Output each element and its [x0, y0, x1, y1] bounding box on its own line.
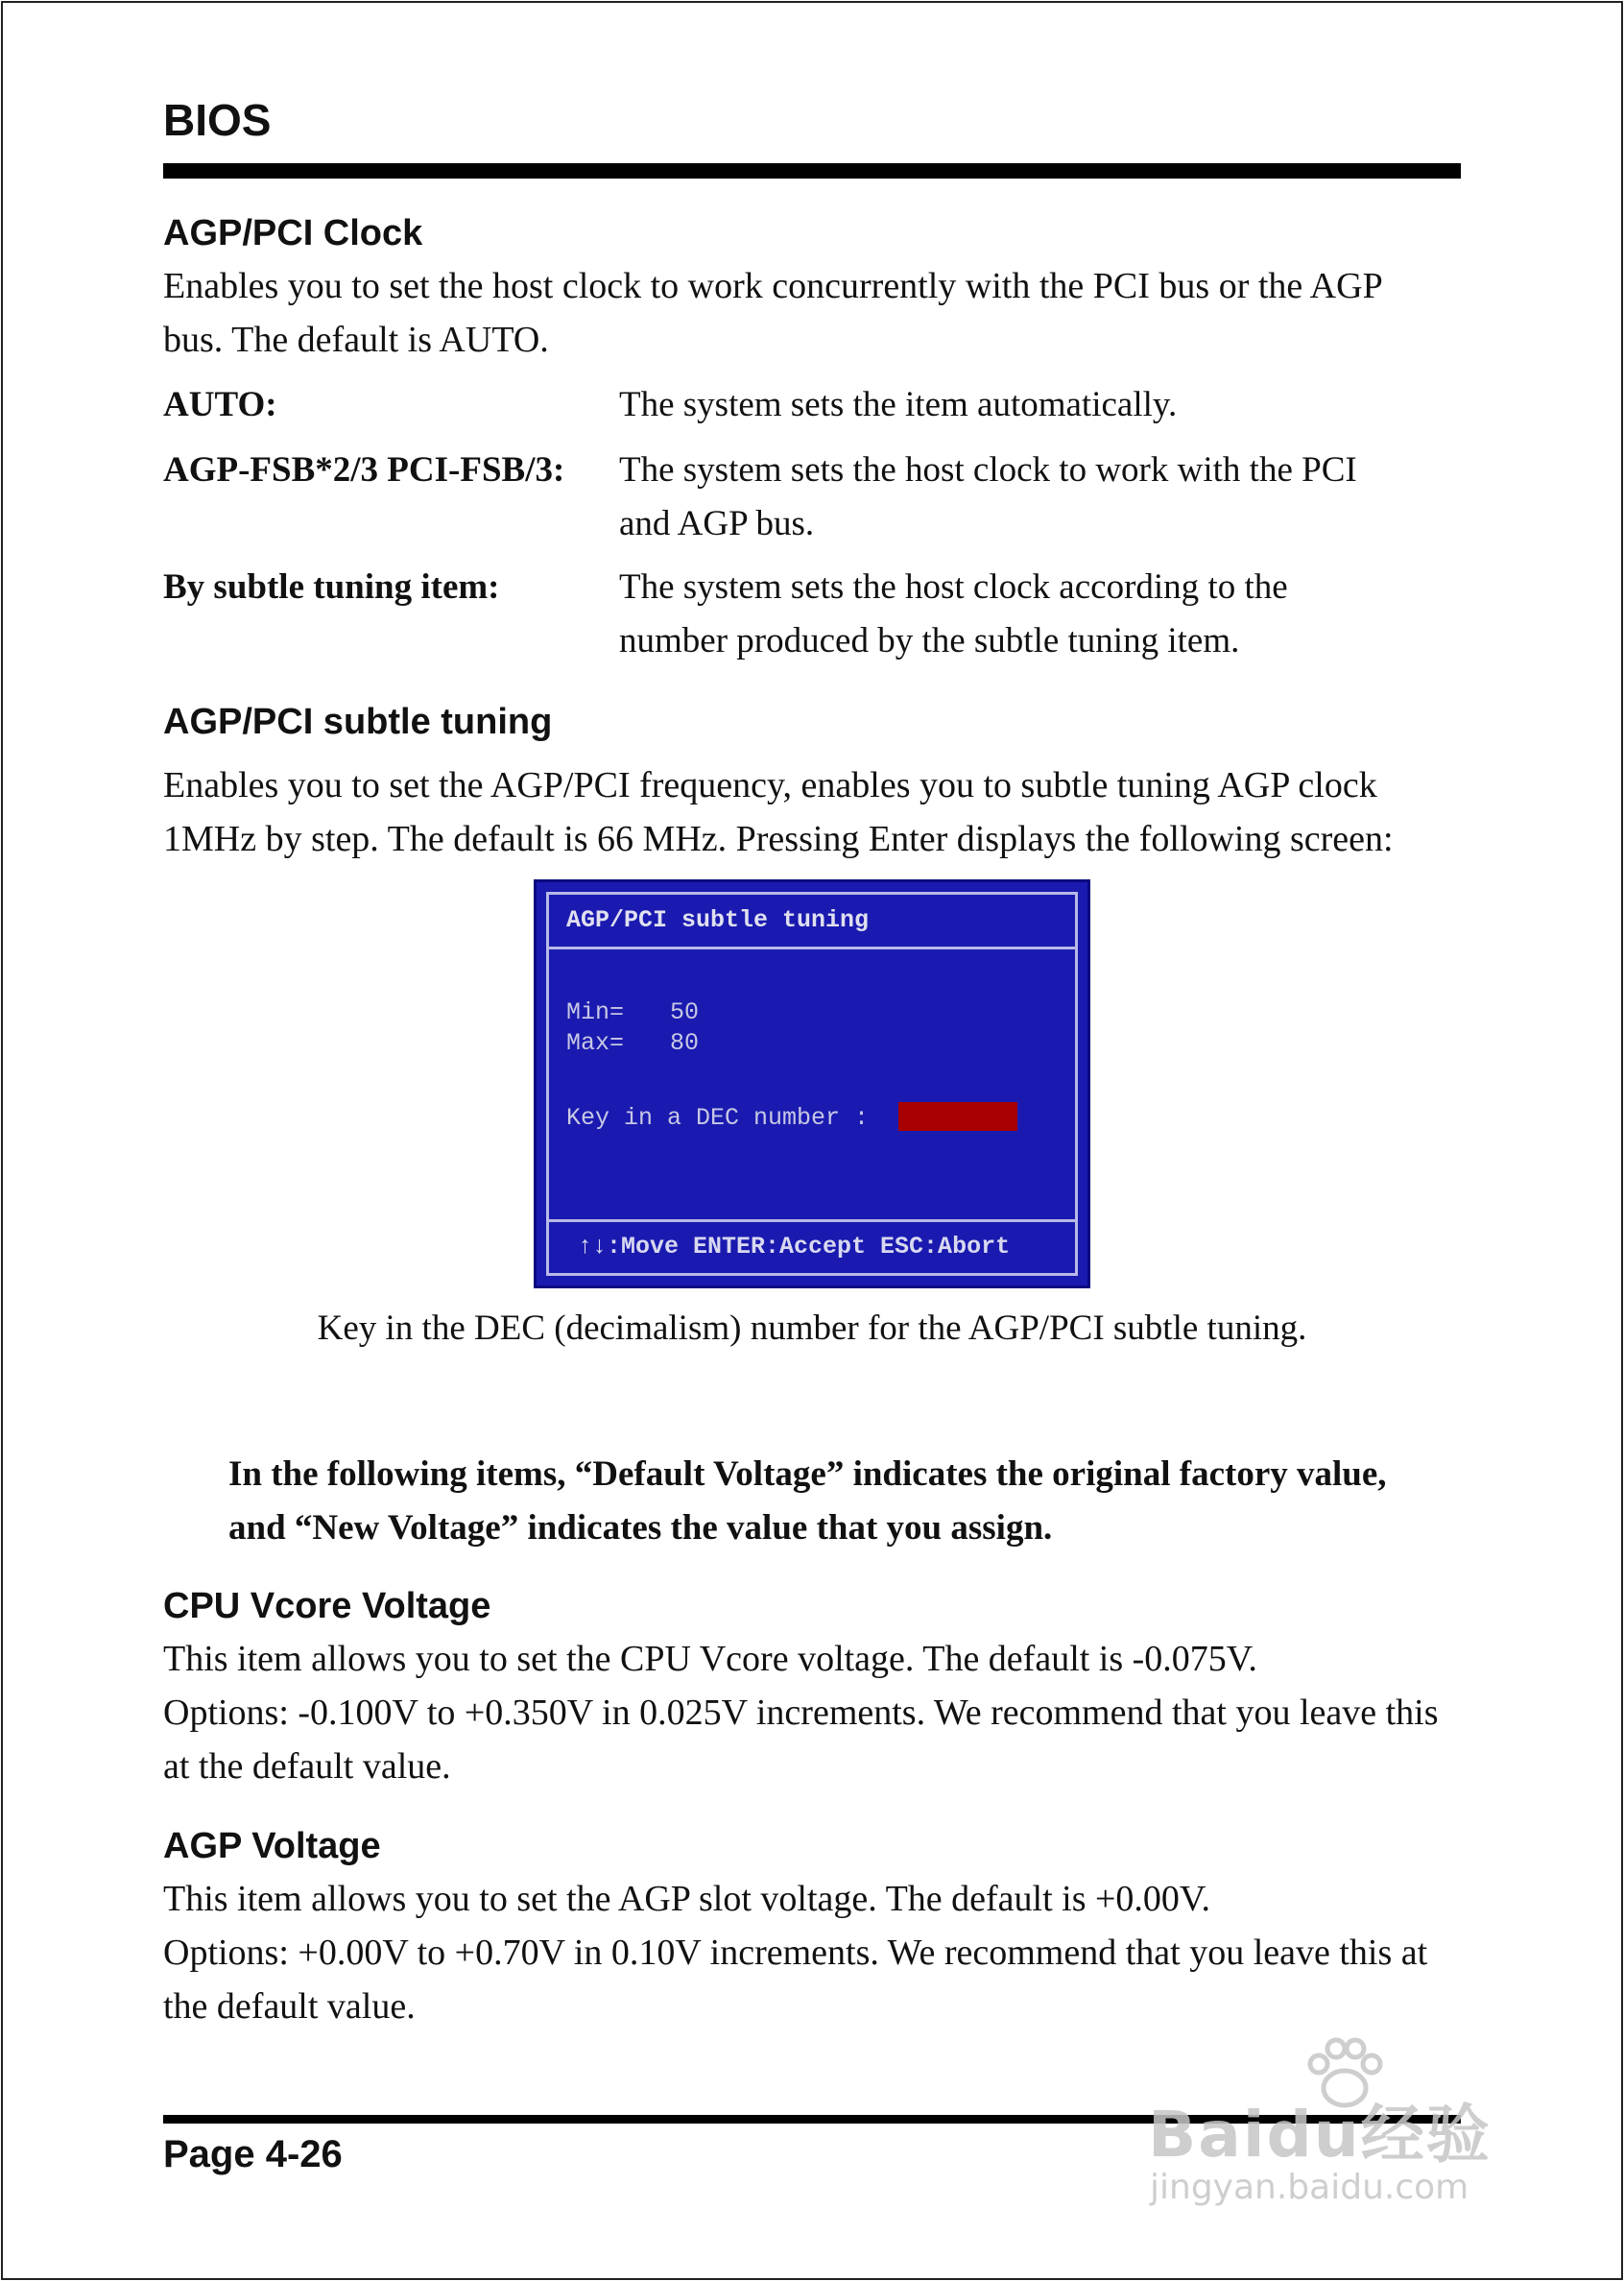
bios-max-value: 80	[670, 1029, 700, 1057]
heading-agp-pci-subtle: AGP/PCI subtle tuning	[163, 702, 553, 742]
heading-agp-pci-clock: AGP/PCI Clock	[163, 213, 423, 253]
heading-agp-voltage: AGP Voltage	[163, 1826, 381, 1866]
bios-max-row	[566, 1029, 699, 1057]
bios-key-hints: ↑↓:Move ENTER:Accept ESC:Abort	[578, 1233, 1011, 1261]
option-def-fsb-line2: and AGP bus.	[619, 504, 815, 543]
agp-pci-clock-intro-line2: bus. The default is AUTO.	[163, 320, 549, 360]
option-def-subtle-line1: The system sets the host clock according to the	[619, 567, 1288, 607]
baidu-watermark	[1148, 2035, 1532, 2227]
agp-voltage-text	[163, 1872, 1459, 2033]
bios-min-row	[566, 998, 699, 1026]
agp-voltage-line1: This item allows you to set the AGP slot voltage. The default is +0.00V.	[163, 1879, 1210, 1919]
header-title: BIOS	[163, 95, 272, 145]
agp-pci-clock-intro-line1: Enables you to set the host clock to work concurrently with the PCI bus or the AGP	[163, 266, 1383, 306]
option-def-auto: The system sets the item automatically.	[619, 385, 1178, 424]
cpu-vcore-text	[163, 1632, 1459, 1793]
option-term-auto: AUTO:	[163, 385, 277, 424]
voltage-note-line1: In the following items, “Default Voltage” indicates the original factory value,	[228, 1454, 1387, 1494]
bios-dec-number-input[interactable]	[898, 1102, 1017, 1131]
agp-pci-subtle-intro	[163, 758, 1459, 866]
page-number: Page 4-26	[163, 2133, 343, 2175]
agp-pci-clock-intro	[163, 259, 1459, 367]
agp-voltage-line2: Options: +0.00V to +0.70V in 0.10V increments. We recommend that you leave this at	[163, 1933, 1428, 1973]
option-term-fsb: AGP-FSB*2/3 PCI-FSB/3:	[163, 450, 565, 490]
bios-dialog-title: AGP/PCI subtle tuning	[566, 906, 870, 934]
agp-pci-subtle-intro-line2: 1MHz by step. The default is 66 MHz. Pressing Enter displays the following screen:	[163, 819, 1394, 859]
watermark-logo: Baidu经验	[1148, 2098, 1492, 2172]
option-def-fsb	[619, 444, 1464, 551]
bios-min-value: 50	[670, 998, 700, 1026]
cpu-vcore-line1: This item allows you to set the CPU Vcore voltage. The default is -0.075V.	[163, 1639, 1257, 1679]
bios-max-label: Max=	[566, 1029, 625, 1057]
agp-voltage-line3: the default value.	[163, 1986, 416, 2027]
bios-prompt: Key in a DEC number :	[566, 1104, 870, 1132]
heading-cpu-vcore: CPU Vcore Voltage	[163, 1586, 491, 1626]
option-def-subtle-line2: number produced by the subtle tuning item.	[619, 621, 1240, 660]
cpu-vcore-line3: at the default value.	[163, 1746, 451, 1787]
option-def-fsb-line1: The system sets the host clock to work with the PCI	[619, 450, 1357, 490]
watermark-url: jingyan.baidu.com	[1150, 2168, 1469, 2207]
voltage-note	[228, 1448, 1476, 1555]
figure-caption: Key in the DEC (decimalism) number for the AGP/PCI subtle tuning.	[317, 1309, 1307, 1348]
cpu-vcore-line2: Options: -0.100V to +0.350V in 0.025V increments. We recommend that you leave this	[163, 1693, 1439, 1733]
option-term-subtle: By subtle tuning item:	[163, 567, 500, 607]
option-def-subtle	[619, 561, 1464, 668]
bios-footer-separator	[549, 1219, 1075, 1222]
header-rule	[163, 163, 1461, 179]
bios-title-separator	[549, 947, 1075, 949]
bios-dialog	[534, 879, 1090, 1288]
voltage-note-line2: and “New Voltage” indicates the value that you assign.	[228, 1508, 1053, 1548]
bios-min-label: Min=	[566, 998, 625, 1026]
bios-dialog-frame	[546, 892, 1078, 1276]
agp-pci-subtle-intro-line1: Enables you to set the AGP/PCI frequency, enables you to subtle tuning AGP clock	[163, 765, 1377, 805]
